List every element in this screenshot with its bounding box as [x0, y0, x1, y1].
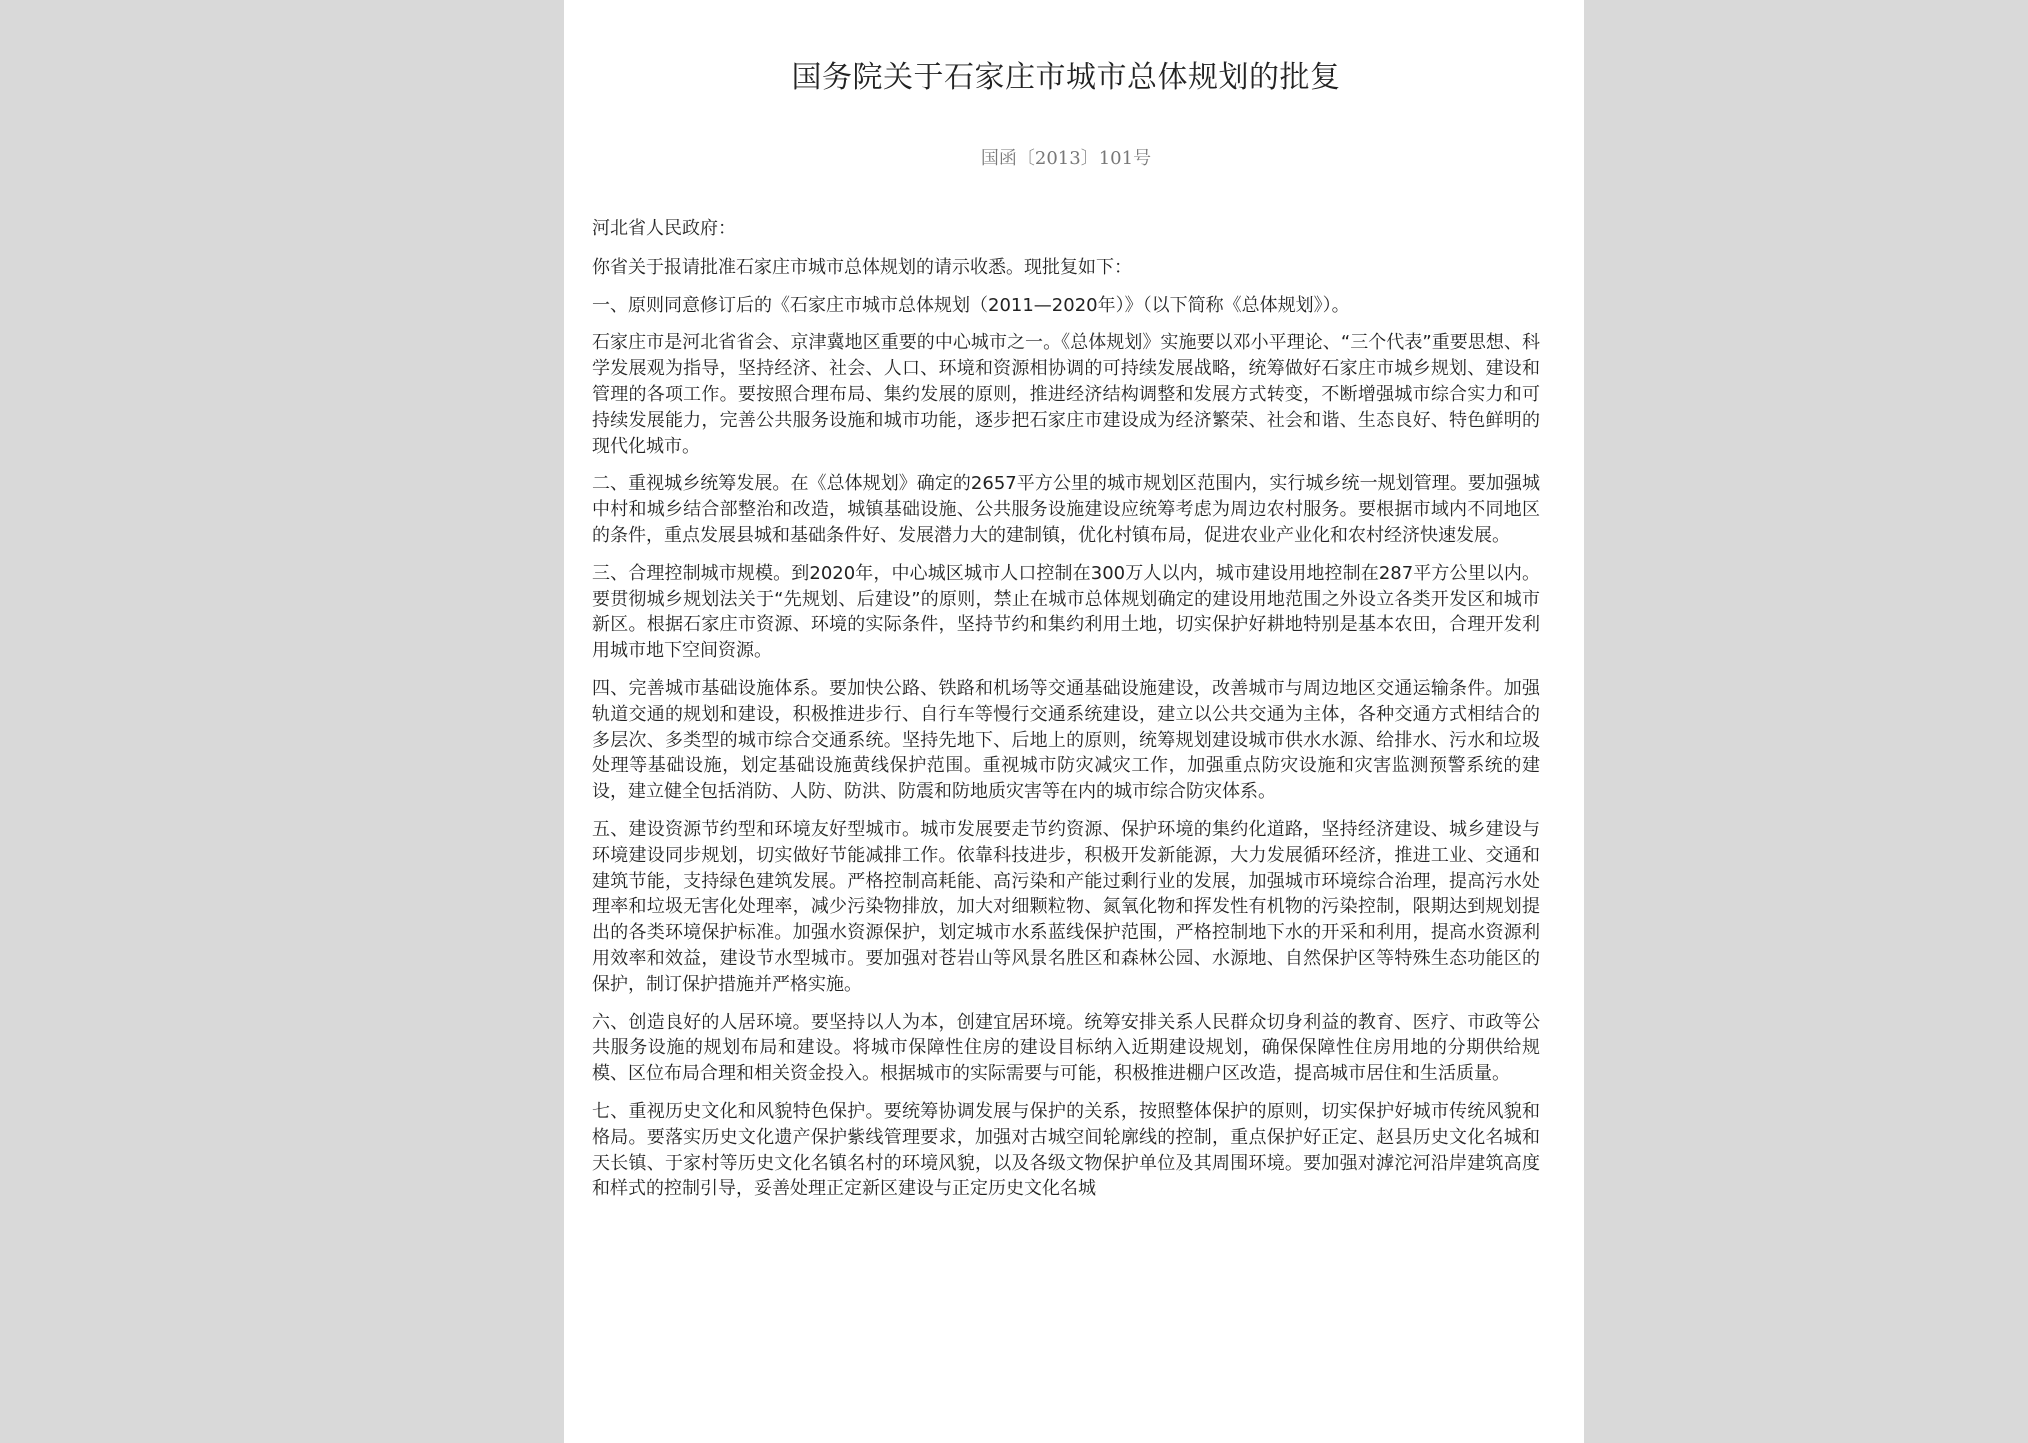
document-page: [564, 0, 1584, 1443]
paragraph-item-3: 三、合理控制城市规模。到2020年，中心城区城市人口控制在300万人以内，城市建设用地控制在287平方公里以内。要贯彻城乡规划法关于“先规划、后建设”的原则，禁止在城市总体规划确定的建设用地范围之外设立各类开发区和城市新区。根据石家庄市资源、环境的实际条件，坚持节约和集约利用土地，切实保护好耕地特别是基本农田，合理开发利用城市地下空间资源。: [592, 562, 1540, 662]
paragraph-item-2: 二、重视城乡统筹发展。在《总体规划》确定的2657平方公里的城市规划区范围内，实行城乡统一规划管理。要加强城中村和城乡结合部整治和改造，城镇基础设施、公共服务设施建设应统筹考虑为周边农村服务。要根据市域内不同地区的条件，重点发展县城和基础条件好、发展潜力大的建制镇，优化村镇布局，促进农业产业化和农村经济快速发展。: [592, 473, 1540, 546]
document-number: 国函〔2013〕101号: [980, 148, 1152, 169]
paragraph-item-6: 六、创造良好的人居环境。要坚持以人为本，创建宜居环境。统筹安排关系人民群众切身利益的教育、医疗、市政等公共服务设施的规划布局和建设。将城市保障性住房的建设目标纳入近期建设规划，确保保障性住房用地的分期供给规模、区位布局合理和相关资金投入。根据城市的实际需要与可能，积极推进棚户区改造，提高城市居住和生活质量。: [592, 1011, 1540, 1085]
paragraph-item-1: 一、原则同意修订后的《石家庄市城市总体规划（2011—2020年）》（以下简称《总体规划》）。: [592, 294, 1350, 316]
paragraph-intro: 你省关于报请批准石家庄市城市总体规划的请示收悉。现批复如下：: [592, 256, 1132, 278]
document-title: 国务院关于石家庄市城市总体规划的批复: [791, 60, 1341, 95]
paragraph-item-7: 七、重视历史文化和风貌特色保护。要统筹协调发展与保护的关系，按照整体保护的原则，切实保护好城市传统风貌和格局。要落实历史文化遗产保护紫线管理要求，加强对古城空间轮廓线的控制，重点保护好正定、赵县历史文化名城和天长镇、于家村等历史文化名镇名村的环境风貌，以及各级文物保护单位及其周围环境。要加强对滹沱河沿岸建筑高度和样式的控制引导，妥善处理正定新区建设与正定历史文化名城: [592, 1100, 1540, 1200]
paragraph-city-positioning: 石家庄市是河北省省会、京津冀地区重要的中心城市之一。《总体规划》实施要以邓小平理论、“三个代表”重要思想、科学发展观为指导，坚持经济、社会、人口、环境和资源相协调的可持续发展战略，统筹做好石家庄市城乡规划、建设和管理的各项工作。要按照合理布局、集约发展的原则，推进经济结构调整和发展方式转变，不断增强城市综合实力和可持续发展能力，完善公共服务设施和城市功能，逐步把石家庄市建设成为经济繁荣、社会和谐、生态良好、特色鲜明的现代化城市。: [592, 332, 1540, 457]
paragraph-item-5: 五、建设资源节约型和环境友好型城市。城市发展要走节约资源、保护环境的集约化道路，坚持经济建设、城乡建设与环境建设同步规划，切实做好节能减排工作。依靠科技进步，积极开发新能源，大力发展循环经济，推进工业、交通和建筑节能，支持绿色建筑发展。严格控制高耗能、高污染和产能过剩行业的发展，加强城市环境综合治理，提高污水处理率和垃圾无害化处理率，减少污染物排放，加大对细颗粒物、氮氧化物和挥发性有机物的污染控制，限期达到规划提出的各类环境保护标准。加强水资源保护，划定城市水系蓝线保护范围，严格控制地下水的开采和利用，提高水资源利用效率和效益，建设节水型城市。要加强对苍岩山等风景名胜区和森林公园、水源地、自然保护区等特殊生态功能区的保护，制订保护措施并严格实施。: [592, 818, 1540, 995]
addressee: 河北省人民政府：: [592, 218, 736, 239]
paragraph-item-4: 四、完善城市基础设施体系。要加快公路、铁路和机场等交通基础设施建设，改善城市与周边地区交通运输条件。加强轨道交通的规划和建设，积极推进步行、自行车等慢行交通系统建设，建立以公共交通为主体，各种交通方式相结合的多层次、多类型的城市综合交通系统。坚持先地下、后地上的原则，统筹规划建设城市供水水源、给排水、污水和垃圾处理等基础设施，划定基础设施黄线保护范围。重视城市防灾减灾工作，加强重点防灾设施和灾害监测预警系统的建设，建立健全包括消防、人防、防洪、防震和防地质灾害等在内的城市综合防灾体系。: [592, 677, 1540, 803]
